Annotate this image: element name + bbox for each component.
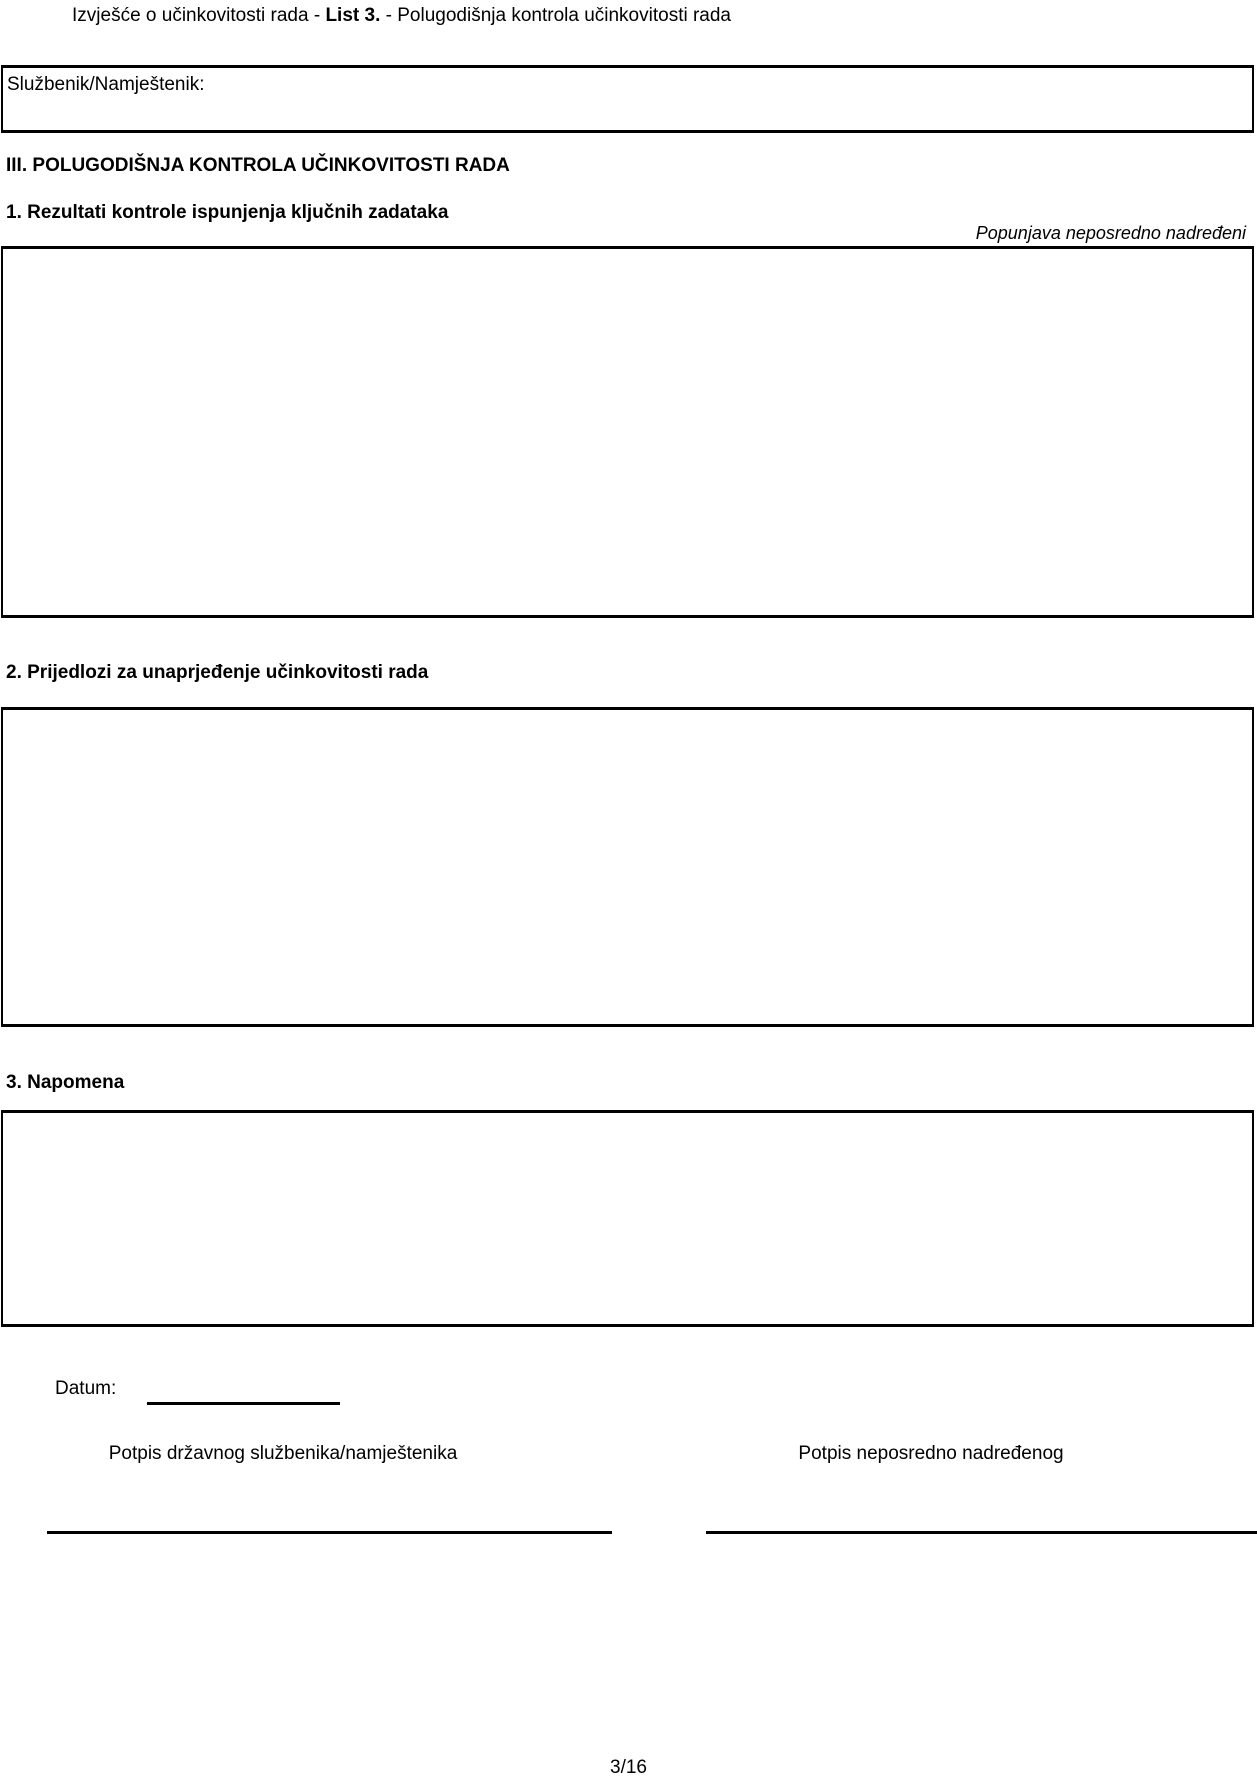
signature-line-supervisor [706,1531,1257,1534]
item-2-heading: 2. Prijedlozi za unaprjeđenje učinkovitosti rada [6,662,429,683]
employee-name-label: Službenik/Namještenik: [7,74,205,95]
signature-label-supervisor: Potpis neposredno nadređenog [798,1443,1064,1464]
item-2-value[interactable] [3,710,1252,718]
fill-note: Popunjava neposredno nadređeni [975,223,1246,243]
header-text-prefix: Izvješće o učinkovitosti rada - [72,5,326,26]
header-sheet-number: List 3. [325,5,381,26]
item-2-input-box[interactable] [1,707,1254,1027]
header-text-suffix: - Polugodišnja kontrola učinkovitosti rada [380,5,731,26]
page-number: 3/16 [610,1757,647,1778]
section-heading: III. POLUGODIŠNJA KONTROLA UČINKOVITOSTI RADA [6,155,510,176]
signature-line-employee [47,1531,612,1534]
item-1-heading: 1. Rezultati kontrole ispunjenja ključnih zadataka [6,202,449,223]
item-1-value[interactable] [3,249,1252,257]
item-3-heading: 3. Napomena [6,1072,125,1093]
item-3-value[interactable] [3,1113,1252,1121]
signature-label-employee: Potpis državnog službenika/namještenika [108,1443,458,1464]
document-header [72,4,731,28]
item-1-input-box[interactable] [1,246,1254,618]
item-3-input-box[interactable] [1,1110,1254,1327]
employee-name-box[interactable] [1,65,1254,133]
date-fill-line [147,1402,340,1405]
date-value[interactable] [147,1380,340,1402]
date-label: Datum: [55,1378,117,1399]
